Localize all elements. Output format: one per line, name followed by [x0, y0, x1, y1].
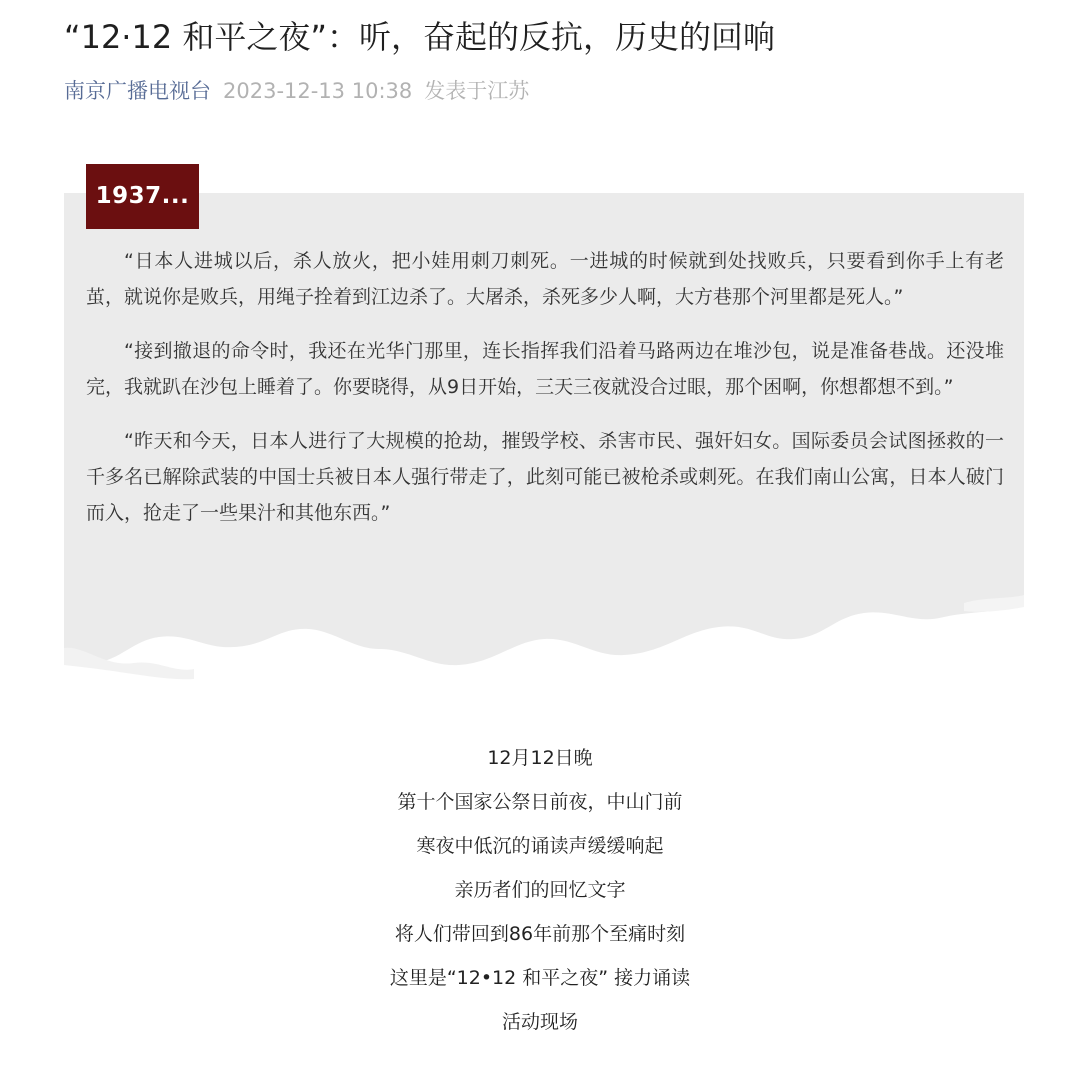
quote-paragraph: “日本人进城以后，杀人放火，把小娃用刺刀刺死。一进城的时候就到处找败兵，只要看到你手上有老茧，就说你是败兵，用绳子拴着到江边杀了。大屠杀，杀死多少人啊，大方巷那个河里都是死人。”	[86, 250, 1004, 308]
poem-line: 第十个国家公祭日前夜，中山门前	[397, 791, 683, 813]
poem-line: 寒夜中低沉的诵读声缓缓响起	[416, 835, 664, 857]
poem-line: 12月12日晚	[487, 747, 593, 769]
poem-line: 亲历者们的回忆文字	[454, 879, 626, 901]
poem-line: 活动现场	[501, 1011, 578, 1033]
poem-line: 这里是“12•12 和平之夜” 接力诵读	[389, 967, 691, 989]
quote-paragraph: “接到撤退的命令时，我还在光华门那里，连长指挥我们沿着马路两边在堆沙包，说是准备巷战。还没堆完，我就趴在沙包上睡着了。你要晓得，从9日开始，三天三夜就没合过眼，那个困啊，你想都想不到。”	[86, 340, 1004, 398]
quotes-block	[86, 243, 1004, 549]
source-account-link[interactable]: 南京广播电视台	[64, 79, 211, 103]
poem-block	[0, 736, 1080, 1044]
publish-location: 发表于江苏	[424, 79, 530, 103]
year-tag: 1937...	[86, 164, 199, 229]
article-title: “12·12 和平之夜”：听，奋起的反抗，历史的回响	[64, 18, 775, 56]
quote-paragraph: “昨天和今天，日本人进行了大规模的抢劫，摧毁学校、杀害市民、强奸妇女。国际委员会试图拯救的一千多名已解除武装的中国士兵被日本人强行带走了，此刻可能已被枪杀或刺死。在我们南山公寓，日本人破门而入，抢走了一些果汁和其他东西。”	[86, 430, 1004, 524]
publish-date: 2023-12-13 10:38	[223, 79, 413, 103]
article-meta	[64, 74, 529, 108]
poem-line: 将人们带回到86年前那个至痛时刻	[394, 923, 686, 945]
